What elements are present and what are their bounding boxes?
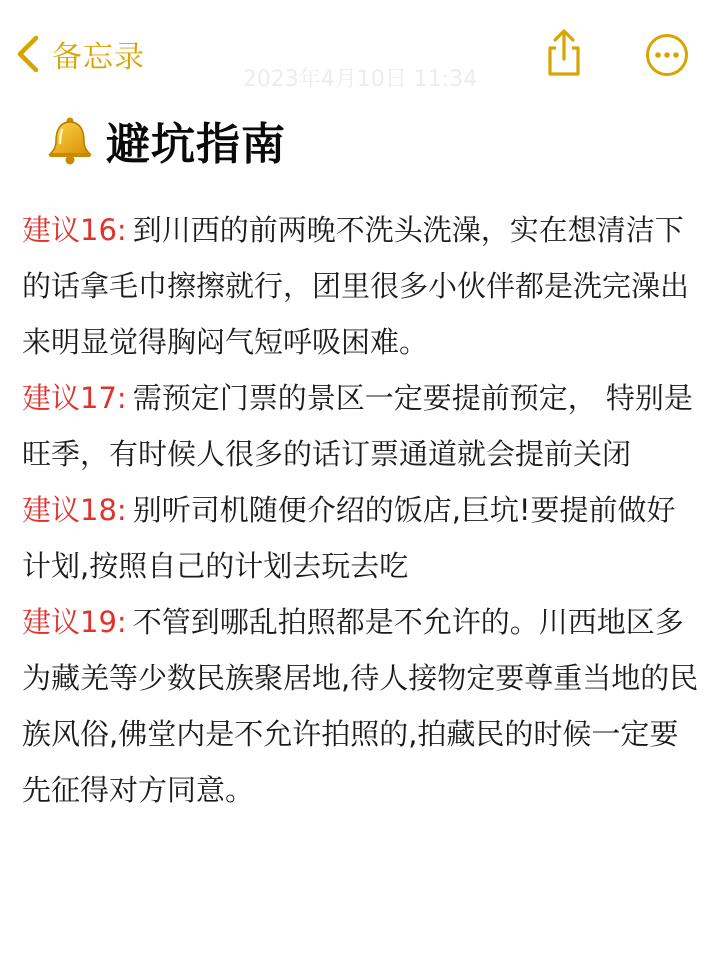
tip-label: 建议16: [22, 213, 127, 247]
tip-19 [22, 594, 702, 818]
tip-label: 建议19: [22, 605, 127, 639]
tip-text: 不管到哪乱拍照都是不允许的。川西地区多为藏羌等少数民族聚居地,待人接物定要尊重当地的民族风俗,佛堂内是不允许拍照的,拍藏民的时候一定要先征得对方同意。 [22, 605, 699, 807]
back-label: 备忘录 [52, 40, 145, 75]
bell-icon [44, 114, 96, 166]
tip-label: 建议17: [22, 381, 127, 415]
tip-text: 别听司机随便介绍的饭店,巨坑!要提前做好计划,按照自己的计划去玩去吃 [22, 493, 676, 583]
note-body[interactable] [22, 202, 702, 818]
note-timestamp: 2023年4月10日 11:34 [242, 67, 478, 92]
nav-bar [0, 0, 720, 110]
tip-text: 到川西的前两晚不洗头洗澡，实在想清洁下的话拿毛巾擦擦就行，团里很多小伙伴都是洗完澡出来明显觉得胸闷气短呼吸困难。 [22, 213, 690, 359]
tip-16 [22, 202, 702, 370]
tip-18 [22, 482, 702, 594]
note-title [44, 108, 286, 172]
note-title-text: 避坑指南 [106, 119, 286, 170]
tip-text: 需预定门票的景区一定要提前预定， 特别是旺季，有时候人很多的话订票通道就会提前关闭 [22, 381, 693, 471]
tip-label: 建议18: [22, 493, 127, 527]
tip-17 [22, 370, 702, 482]
